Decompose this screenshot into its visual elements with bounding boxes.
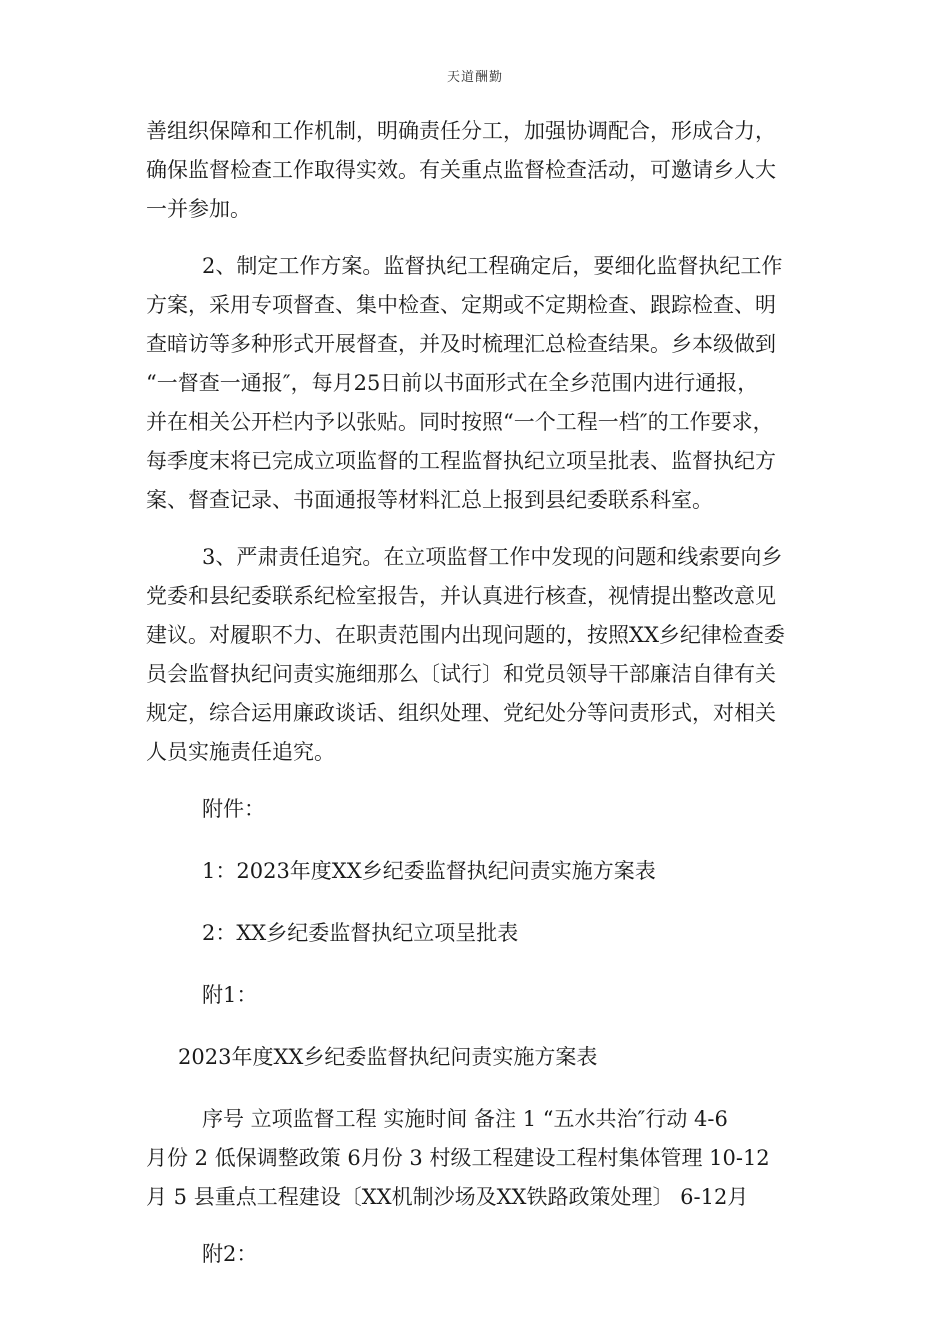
paragraph-work-plan [146, 247, 806, 520]
text-line: 案、督查记录、书面通报等材料汇总上报到县纪委联系科室。 [146, 488, 713, 512]
table-line: 月份 2 低保调整政策 6月份 3 村级工程建设工程村集体管理 10-12 [146, 1146, 770, 1170]
table-line: 序号 立项监督工程 实施时间 备注 1 “五水共治″行动 4-6 [202, 1107, 728, 1131]
text-line: 建议。对履职不力、在职责范围内出现问题的，按照XX乡纪律检查委 [146, 623, 785, 647]
text-line: “一督查一通报″，每月25日前以书面形式在全乡范围内进行通报， [146, 371, 759, 395]
text-line: 人员实施责任追究。 [146, 740, 335, 764]
text-line: 善组织保障和工作机制，明确责任分工，加强协调配合，形成合力， [146, 119, 776, 143]
text-line: 员会监督执纪问责实施细那么〔试行〕和党员领导干部廉洁自律有关 [146, 662, 776, 686]
annex-2-label: 附2： [202, 1242, 258, 1266]
attachment-item-1: 1：2023年度XX乡纪委监督执纪问责实施方案表 [202, 859, 656, 883]
attachments-label: 附件： [202, 797, 265, 821]
text-line: 规定，综合运用廉政谈话、组织处理、党纪处分等问责形式，对相关 [146, 701, 776, 725]
text-line: 一并参加。 [146, 197, 251, 221]
text-line: 每季度末将已完成立项监督的工程监督执纪立项呈批表、监督执纪方 [146, 449, 776, 473]
text-line: 2、制定工作方案。监督执纪工程确定后，要细化监督执纪工作 [202, 254, 783, 278]
annex-1-label: 附1： [202, 983, 258, 1007]
text-line: 方案，采用专项督查、集中检查、定期或不定期检查、跟踪检查、明 [146, 293, 776, 317]
table-line: 月 5 县重点工程建设〔XX机制沙场及XX铁路政策处理〕 6-12月 [146, 1185, 749, 1209]
document-body [146, 112, 806, 1297]
paragraph-accountability [146, 538, 806, 772]
attachment-item-2: 2：XX乡纪委监督执纪立项呈批表 [202, 921, 519, 945]
table-title: 2023年度XX乡纪委监督执纪问责实施方案表 [178, 1045, 598, 1069]
text-line: 查暗访等多种形式开展督查，并及时梳理汇总检查结果。乡本级做到 [146, 332, 776, 356]
table-content [146, 1100, 806, 1217]
paragraph-continuation [146, 112, 806, 229]
text-line: 3、严肃责任追究。在立项监督工作中发现的问题和线索要向乡 [202, 545, 783, 569]
page-header: 天道酬勤 [446, 70, 503, 85]
text-line: 党委和县纪委联系纪检室报告，并认真进行核查，视情提出整改意见 [146, 584, 776, 608]
text-line: 并在相关公开栏内予以张贴。同时按照“一个工程一档″的工作要求， [146, 410, 774, 434]
text-line: 确保监督检查工作取得实效。有关重点监督检查活动，可邀请乡人大 [146, 158, 776, 182]
